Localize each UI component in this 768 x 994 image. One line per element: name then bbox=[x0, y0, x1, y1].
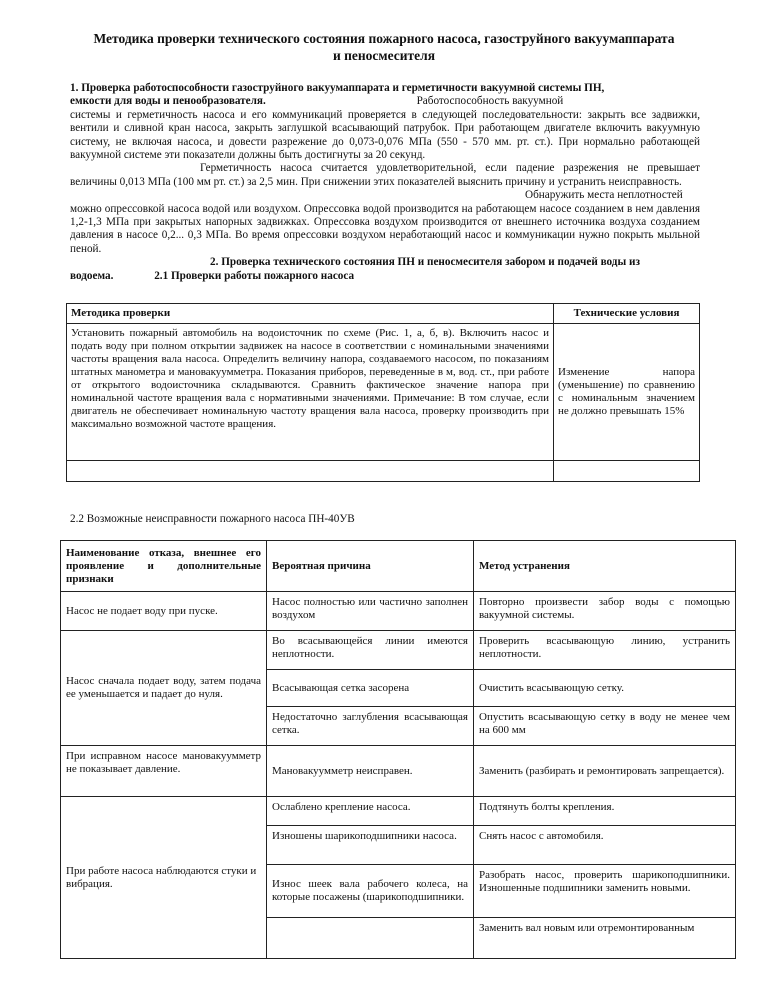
failure-cell: При исправном насосе мановакуумметр не показывает давление. bbox=[61, 746, 267, 797]
cause-cell: Изношены шарикоподшипники насоса. bbox=[267, 826, 474, 865]
section1-paragraph-3-lead: Обнаружить места неплотностей bbox=[525, 189, 683, 202]
check-table-header-conditions: Технические условия bbox=[554, 304, 700, 324]
cause-cell: Насос полностью или частично заполнен воздухом bbox=[267, 592, 474, 631]
check-table bbox=[66, 303, 700, 482]
section1 bbox=[70, 82, 700, 283]
failure-cell: Насос сначала подает воду, затем подача ее уменьшается и падает до нуля. bbox=[61, 631, 267, 746]
faults-header-cause: Вероятная причина bbox=[267, 541, 474, 592]
fix-cell: Снять насос с автомобиля. bbox=[474, 826, 736, 865]
cause-cell: Износ шеек вала рабочего колеса, на которые посажены (шарикоподшипники. bbox=[267, 865, 474, 918]
fix-cell: Проверить всасывающую линию, устранить неплотности. bbox=[474, 631, 736, 670]
fix-cell: Очистить всасывающую сетку. bbox=[474, 670, 736, 707]
faults-subheading: 2.2 Возможные неисправности пожарного насоса ПН-40УВ bbox=[70, 513, 355, 525]
failure-cell: Насос не подает воду при пуске. bbox=[61, 592, 267, 631]
failure-cell: При работе насоса наблюдаются стуки и вибрация. bbox=[61, 797, 267, 959]
section1-heading: 1. Проверка работоспособности газоструйного вакуумаппарата и герметичности вакуумной системы ПН, емкости для воды и пенообразователя. Работоспособность вакуумной bbox=[70, 82, 605, 108]
faults-header-fix: Метод устранения bbox=[474, 541, 736, 592]
cause-cell: Недостаточно заглубления всасывающая сетка. bbox=[267, 707, 474, 746]
check-condition-cell: Изменение напора (уменьшение) по сравнению с номинальным значением не должно превышать 15% bbox=[554, 324, 700, 461]
fix-cell: Заменить (разбирать и ремонтировать запрещается). bbox=[474, 746, 736, 797]
check-table-header-method: Методика проверки bbox=[67, 304, 554, 324]
section1-paragraph-3: можно опрессовкой насоса водой или воздухом. Опрессовка водой производится на работающем насосе созданием в нем давления 1,2-1,3 МПа при закрытых напорных задвижках. Опрессовка воздухом производится от внешнего источника воздуха созданием давления в насосе 0,2... 0,3 МПа. Во время опрессовки воздухом неработающий насос и коммуникации нужно покрыть мыльной пеной. bbox=[70, 202, 700, 255]
cause-cell: Во всасывающейся линии имеются неплотности. bbox=[267, 631, 474, 670]
section1-paragraph-2: Герметичность насоса считается удовлетворительной, если падение разрежения не превышает величины 0,013 МПа (100 мм рт. ст.) за 2,5 мин. При снижении этих показателей выяснить причину и устранить неисправность. bbox=[70, 162, 700, 188]
cause-cell: Мановакуумметр неисправен. bbox=[267, 746, 474, 797]
cause-cell bbox=[267, 918, 474, 959]
fix-cell: Подтянуть болты крепления. bbox=[474, 797, 736, 826]
check-table-empty-cell bbox=[554, 461, 700, 482]
faults-table bbox=[60, 540, 736, 959]
fix-cell: Опустить всасывающую сетку в воду не менее чем на 600 мм bbox=[474, 707, 736, 746]
fix-cell: Заменить вал новым или отремонтированным bbox=[474, 918, 736, 959]
cause-cell: Всасывающая сетка засорена bbox=[267, 670, 474, 707]
document-title: Методика проверки технического состояния пожарного насоса, газоструйного вакуумаппарата и пеносмесителя bbox=[93, 31, 675, 63]
faults-header-failure: Наименование отказа, внешнее его проявление и дополнительные признаки bbox=[61, 541, 267, 592]
fix-cell: Разобрать насос, проверить шарикоподшипники. Изношенные подшипники заменить новыми. bbox=[474, 865, 736, 918]
section2-heading: 2. Проверка технического состояния ПН и пеносмесителя забором и подачей воды из bbox=[210, 256, 640, 269]
section1-paragraph-1: системы и герметичность насоса и его коммуникаций проверяется в следующей последовательности: закрыть все задвижки, вентили и сливной кран насоса, закрыть заглушкой всасывающий патрубок. При работающем двигателе включить вакуумную систему, не включая насоса, и довести разрежение до 0,073-0,076 МПа (550 - 570 мм. рт. ст.). При нормально работающей вакуумной системе эти показатели должны быть достигнуты за 20 секунд. bbox=[70, 108, 700, 162]
cause-cell: Ослаблено крепление насоса. bbox=[267, 797, 474, 826]
check-table-empty-cell bbox=[67, 461, 554, 482]
check-method-cell: Установить пожарный автомобиль на водоисточник по схеме (Рис. 1, а, б, в). Включить насос и подать воду при полном открытии задвижек на насосе в соответствии с номинальными значениями частоты вращения вала насоса. Определить величину напора, создаваемого насосом, по показаниям штатных манометра и мановакуумметра. Показания приборов, переведенные в м, вод. ст., при работе от открытого водоисточника складываются. Сравнить фактическое значение напора при номинальной частоте вращения вала с нормативными значениями. Примечание: В том случае, если двигатель не обеспечивает номинальную частоту вращения вала насоса, проверку производить при максимально возможной частоте вращения. bbox=[67, 324, 554, 461]
section2-subheading: водоема. 2.1 Проверки работы пожарного насоса bbox=[70, 269, 355, 282]
fix-cell: Повторно произвести забор воды с помощью вакуумной системы. bbox=[474, 592, 736, 631]
